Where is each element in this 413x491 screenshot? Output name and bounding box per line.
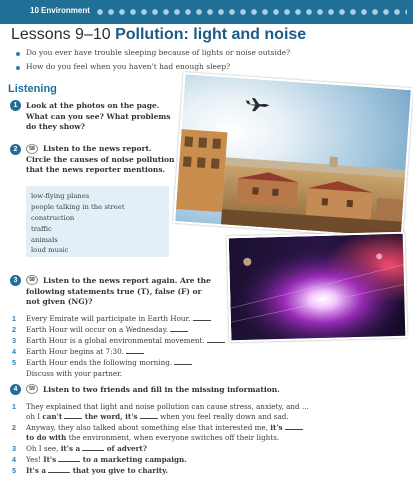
statement-text: Every Emirate will participate in Earth Hour. bbox=[26, 314, 191, 323]
unit-header-bar bbox=[0, 0, 413, 24]
dialogue-text: when you feel really down and sad. bbox=[160, 412, 289, 421]
exercise3-line: Listen to the news report again. Are the bbox=[43, 276, 211, 285]
exercise3-instructions bbox=[26, 276, 211, 308]
noise-cause-option[interactable]: construction bbox=[31, 214, 75, 222]
noise-cause-option[interactable]: people talking in the street bbox=[31, 203, 125, 211]
exercise1-line: What can you see? What problems bbox=[26, 111, 171, 121]
answer-blank[interactable] bbox=[126, 348, 144, 354]
item-number: 4 bbox=[12, 455, 16, 464]
dialogue-bold: the word, it's bbox=[84, 412, 138, 421]
audio-track-icon[interactable]: 59 bbox=[26, 384, 38, 394]
dialogue-line bbox=[26, 423, 303, 432]
statement-item bbox=[26, 336, 225, 345]
dialogue-text: Anyway, they also talked about something else that interested me, bbox=[26, 423, 271, 432]
audio-track-icon[interactable]: 58 bbox=[26, 275, 38, 285]
item-number: 3 bbox=[12, 336, 16, 345]
exercise-number-4: 4 bbox=[10, 384, 21, 395]
page-title bbox=[11, 26, 306, 44]
exercise2-line: Circle the causes of noise pollution bbox=[26, 154, 175, 164]
dialogue-line: They explained that light and noise pollution can cause stress, anxiety, and … bbox=[26, 402, 310, 411]
exercise3-line: not given (NG)? bbox=[26, 297, 93, 306]
item-number: 1 bbox=[12, 314, 16, 323]
section-heading-listening: Listening bbox=[8, 83, 57, 95]
dialogue-bold: to a marketing campaign. bbox=[82, 455, 187, 464]
intro-question-2: How do you feel when you haven't had enough sleep? bbox=[26, 62, 231, 71]
answer-blank[interactable] bbox=[193, 315, 211, 321]
dialogue-bold: that you give to charity. bbox=[72, 466, 168, 475]
unit-number: 10 bbox=[30, 6, 39, 15]
noise-cause-option[interactable]: low-flying planes bbox=[31, 192, 90, 200]
item-number: 2 bbox=[12, 423, 16, 432]
exercise1-instructions bbox=[26, 101, 171, 133]
dialogue-bold: it's bbox=[270, 423, 283, 432]
dialogue-line bbox=[26, 412, 289, 421]
exercise3-line: following statements true (T), false (F) or bbox=[26, 286, 202, 296]
exercise1-line: Look at the photos on the page. bbox=[26, 101, 160, 110]
bullet-icon bbox=[16, 52, 20, 56]
exercise-number-2: 2 bbox=[10, 144, 21, 155]
item-number: 5 bbox=[12, 358, 16, 367]
answer-blank[interactable] bbox=[64, 413, 82, 419]
exercise-number-3: 3 bbox=[10, 275, 21, 286]
discuss-prompt: Discuss with your partner. bbox=[26, 369, 123, 378]
dialogue-bold: can't bbox=[42, 412, 63, 421]
lesson-topic: Pollution: light and noise bbox=[115, 26, 307, 43]
item-number: 3 bbox=[12, 444, 16, 453]
statement-item bbox=[26, 347, 144, 356]
exercise2-instructions bbox=[26, 144, 175, 176]
dialogue-bold: It's bbox=[43, 455, 57, 464]
statement-item bbox=[26, 314, 211, 323]
exercise-number-1: 1 bbox=[10, 100, 21, 111]
exercise4-instruction: Listen to two friends and fill in the missing information. bbox=[43, 385, 280, 394]
item-number: 5 bbox=[12, 466, 16, 475]
dialogue-bold: to do with bbox=[26, 433, 67, 442]
intro-question-1: Do you ever have trouble sleeping because of lights or noise outside? bbox=[26, 48, 291, 57]
statement-text: Earth Hour ends the following morning. bbox=[26, 358, 173, 367]
dialogue-text: the environment, when everyone switches off their lights. bbox=[68, 433, 280, 442]
photo-night-lights bbox=[227, 232, 408, 343]
lessons-label: Lessons 9–10 bbox=[11, 26, 111, 43]
noise-cause-option[interactable]: loud music bbox=[31, 246, 69, 254]
statement-item bbox=[26, 325, 188, 334]
dialogue-text: Oh I see, bbox=[26, 444, 61, 453]
dialogue-text: oh I bbox=[26, 412, 43, 421]
item-number: 2 bbox=[12, 325, 16, 334]
answer-blank[interactable] bbox=[170, 326, 188, 332]
night-lights-image bbox=[229, 234, 408, 343]
statement-text: Earth Hour is a global environmental movement. bbox=[26, 336, 205, 345]
noise-causes-box bbox=[26, 186, 169, 257]
dialogue-line bbox=[26, 444, 147, 453]
dialogue-text: Yes! bbox=[26, 455, 44, 464]
header-dot-pattern bbox=[97, 9, 407, 15]
audio-track-icon[interactable]: 58 bbox=[26, 144, 38, 154]
dialogue-bold: it's a bbox=[60, 444, 81, 453]
answer-blank[interactable] bbox=[207, 337, 225, 343]
statement-text: Earth Hour will occur on a Wednesday. bbox=[26, 325, 169, 334]
statement-item bbox=[26, 358, 192, 367]
dialogue-line bbox=[26, 466, 168, 475]
noise-cause-option[interactable]: animals bbox=[31, 236, 58, 244]
item-number: 1 bbox=[12, 402, 16, 411]
dialogue-bold: It's a bbox=[26, 466, 47, 475]
answer-blank[interactable] bbox=[82, 445, 104, 451]
unit-name: Environment bbox=[41, 6, 90, 15]
exercise2-line: that the news reporter mentions. bbox=[26, 165, 166, 174]
item-number: 4 bbox=[12, 347, 16, 356]
dialogue-line bbox=[26, 433, 279, 442]
exercise1-line: do they show? bbox=[26, 122, 86, 131]
answer-blank[interactable] bbox=[285, 424, 303, 430]
answer-blank[interactable] bbox=[140, 413, 158, 419]
dialogue-bold: of advert? bbox=[106, 444, 147, 453]
answer-blank[interactable] bbox=[174, 359, 192, 365]
plane-city-image bbox=[175, 74, 413, 239]
photo-plane-over-city bbox=[173, 72, 413, 239]
statement-text: Earth Hour begins at 7:30. bbox=[26, 347, 124, 356]
bullet-icon bbox=[16, 66, 20, 70]
dialogue-line bbox=[26, 455, 187, 464]
exercise2-line: Listen to the news report. bbox=[43, 144, 152, 153]
answer-blank[interactable] bbox=[48, 467, 70, 473]
noise-cause-option[interactable]: traffic bbox=[31, 225, 52, 233]
answer-blank[interactable] bbox=[58, 456, 80, 462]
